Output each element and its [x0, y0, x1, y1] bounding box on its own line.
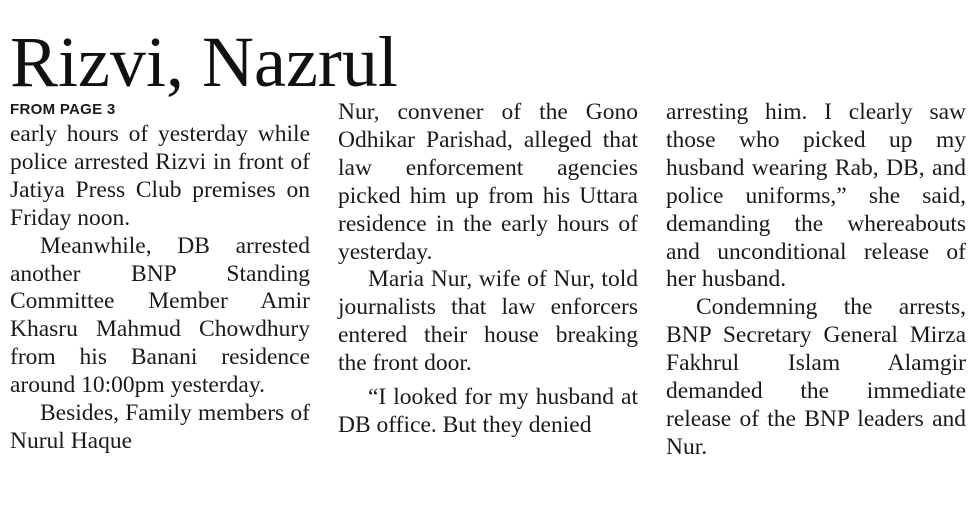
- paragraph: Meanwhile, DB arrested another BNP Standing Committee Member Amir Khasru Mahmud Chowdhury from his Banani residence around 10:00pm yesterday.: [10, 232, 310, 399]
- paragraph: early hours of yesterday while police arrested Rizvi in front of Jatiya Press Club premises on Friday noon.: [10, 121, 310, 231]
- article-column-1: [10, 100, 310, 456]
- paragraph: arresting him. I clearly saw those who picked up my husband wearing Rab, DB, and police uniforms,” she said, demanding the whereabouts and unconditional release of her husband.: [666, 99, 966, 293]
- continued-from-label: FROM PAGE 3: [10, 101, 116, 118]
- article-column-2: [338, 99, 638, 440]
- article-column-3: [666, 99, 966, 462]
- paragraph: Maria Nur, wife of Nur, told journalists that law enforcers entered their house breaking the front door.: [338, 266, 638, 377]
- paragraph: Besides, Family members of Nurul Haque: [10, 400, 310, 454]
- paragraph: “I looked for my husband at DB office. But they denied: [338, 384, 638, 438]
- paragraph: Nur, convener of the Gono Odhikar Parishad, alleged that law enforcement agencies picked him up from his Uttara residence in the early hours of yesterday.: [338, 99, 638, 265]
- headline: Rizvi, Nazrul: [10, 22, 398, 102]
- paragraph: Condemning the arrests, BNP Secretary General Mirza Fakhrul Islam Alamgir demanded the immediate release of the BNP leaders and Nur.: [666, 294, 966, 460]
